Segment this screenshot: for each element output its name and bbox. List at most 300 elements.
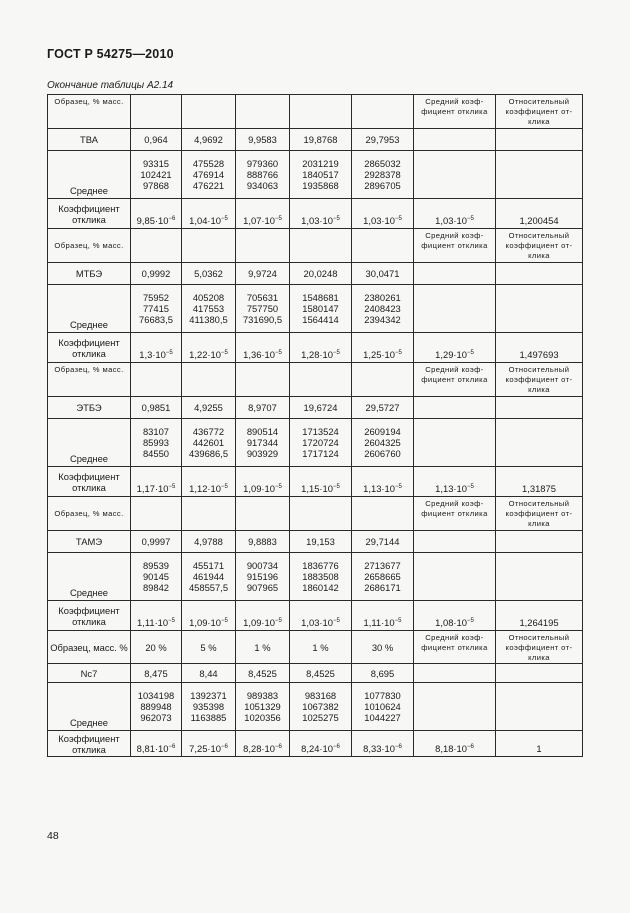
peak-area-average: 903929	[246, 448, 279, 459]
average-coefficient-cell	[414, 199, 496, 229]
sample-header-cell	[290, 497, 352, 531]
peak-area-average: 1020356	[244, 712, 281, 723]
coefficient-exponent: −5	[220, 483, 228, 490]
sample-header-row	[48, 497, 583, 531]
sample-header-cell	[352, 95, 414, 129]
coefficient-label: Коэффициент отклика	[48, 601, 131, 631]
peak-area-cell	[236, 285, 290, 333]
peak-area-row	[48, 553, 583, 601]
sample-header-label: Образец, % масс.	[48, 497, 131, 531]
concentration-cell: 8,695	[352, 664, 414, 683]
peak-area-value: 89539	[142, 560, 170, 571]
peak-area-value: 85993	[142, 437, 170, 448]
empty-cell	[496, 531, 583, 553]
peak-area-value: 2031219	[302, 158, 339, 169]
coefficient-exponent: −6	[274, 743, 282, 750]
concentration-row	[48, 263, 583, 285]
peak-area-value: 915196	[246, 571, 279, 582]
peak-area-cell	[131, 553, 182, 601]
peak-area-cell	[352, 151, 414, 199]
coefficient-cell	[131, 467, 182, 497]
concentration-cell: 8,9707	[236, 397, 290, 419]
peak-area-average: 476221	[192, 180, 225, 191]
peak-area-cell	[352, 683, 414, 731]
sample-header-cell	[131, 95, 182, 129]
coefficient-cell	[352, 731, 414, 757]
average-coefficient-cell	[414, 333, 496, 363]
concentration-cell: 20,0248	[290, 263, 352, 285]
compound-name: ТАМЭ	[48, 531, 131, 553]
coefficient-mantissa: 1,11·10	[137, 617, 169, 628]
empty-cell	[414, 129, 496, 151]
peak-area-value: 705631	[246, 292, 279, 303]
peak-area-cell	[182, 553, 236, 601]
peak-area-value: 2928378	[364, 169, 401, 180]
coefficient-mantissa: 9,85·10	[136, 215, 169, 226]
peak-area-value: 77415	[142, 303, 170, 314]
peak-area-average: 1044227	[364, 712, 401, 723]
peak-area-average: 97868	[142, 180, 170, 191]
coefficient-cell	[131, 601, 182, 631]
coefficient-cell	[131, 199, 182, 229]
peak-area-average: 2394342	[364, 314, 401, 325]
coefficient-cell	[290, 333, 352, 363]
coefficient-mantissa: 8,28·10	[243, 743, 275, 754]
sample-header-row	[48, 95, 583, 129]
peak-area-value: 1713524	[302, 426, 339, 437]
peak-area-value: 989383	[246, 690, 279, 701]
concentration-cell: 4,9692	[182, 129, 236, 151]
concentration-cell: 5,0362	[182, 263, 236, 285]
sample-header-cell: 20 %	[131, 631, 182, 664]
concentration-cell: 8,4525	[290, 664, 352, 683]
coefficient-exponent: −5	[394, 617, 402, 624]
peak-area-value: 1077830	[364, 690, 401, 701]
coefficient-cell	[182, 601, 236, 631]
coefficient-label: Коэффициент отклика	[48, 333, 131, 363]
empty-cell	[414, 531, 496, 553]
peak-area-average: 934063	[246, 180, 279, 191]
response-coefficient-row	[48, 731, 583, 757]
coefficient-mantissa: 1,09·10	[243, 483, 275, 494]
peak-area-average: 1935868	[302, 180, 339, 191]
response-coefficient-row	[48, 467, 583, 497]
sample-header-cell	[352, 229, 414, 263]
sample-header-label: Образец, % масс.	[48, 363, 131, 397]
average-coefficient-exponent: −6	[466, 743, 474, 750]
concentration-row	[48, 664, 583, 683]
concentration-cell: 8,4525	[236, 664, 290, 683]
relative-coefficient-cell: 1,497693	[496, 333, 583, 363]
peak-area-cell	[131, 683, 182, 731]
concentration-cell: 19,6724	[290, 397, 352, 419]
peak-area-value: 102421	[140, 169, 172, 180]
rel-coef-header: Относительный коэффициент от- клика	[496, 229, 583, 263]
peak-area-value: 888766	[246, 169, 279, 180]
peak-area-cell	[182, 151, 236, 199]
rel-coef-header: Относительный коэффициент от- клика	[496, 95, 583, 129]
peak-area-average: 458557,5	[188, 582, 229, 593]
sample-header-cell	[182, 497, 236, 531]
coefficient-exponent: −5	[332, 215, 340, 222]
coefficient-mantissa: 1,22·10	[189, 349, 221, 360]
peak-area-cell	[182, 683, 236, 731]
peak-area-value: 2658665	[364, 571, 401, 582]
rel-coef-header: Относительный коэффициент от- клика	[496, 363, 583, 397]
peak-area-value: 476914	[192, 169, 225, 180]
coefficient-mantissa: 1,13·10	[363, 483, 395, 494]
sample-header-label: Образец, % масс.	[48, 229, 131, 263]
peak-area-value: 455171	[192, 560, 225, 571]
peak-area-average: 907965	[246, 582, 279, 593]
average-coefficient-cell	[414, 601, 496, 631]
concentration-cell: 0,9992	[131, 263, 182, 285]
coefficient-mantissa: 1,09·10	[189, 617, 221, 628]
peak-area-value: 2609194	[364, 426, 401, 437]
peak-area-value: 1034198	[137, 690, 175, 701]
peak-area-value: 890514	[246, 426, 279, 437]
coefficient-cell	[182, 333, 236, 363]
peak-area-cell	[352, 553, 414, 601]
peak-area-average: 2686171	[364, 582, 401, 593]
average-coefficient-exponent: −5	[466, 215, 474, 222]
peak-area-row	[48, 285, 583, 333]
peak-area-average: 1564414	[302, 314, 339, 325]
peak-area-cell	[236, 683, 290, 731]
response-coefficient-row	[48, 601, 583, 631]
coefficient-cell	[182, 467, 236, 497]
peak-area-value: 1010624	[364, 701, 401, 712]
coefficient-mantissa: 1,36·10	[243, 349, 275, 360]
coefficient-mantissa: 8,33·10	[363, 743, 395, 754]
table-caption: Окончание таблицы А2.14	[47, 80, 174, 91]
coefficient-mantissa: 1,11·10	[363, 617, 395, 628]
sample-header-label: Образец, % масс.	[48, 95, 131, 129]
average-coefficient-cell	[414, 731, 496, 757]
concentration-cell: 29,7953	[352, 129, 414, 151]
coefficient-cell	[290, 199, 352, 229]
peak-area-average: 962073	[140, 712, 172, 723]
coefficient-exponent: −5	[220, 215, 228, 222]
coefficient-cell	[236, 333, 290, 363]
coefficient-mantissa: 8,24·10	[301, 743, 333, 754]
coefficient-mantissa: 1,07·10	[243, 215, 275, 226]
compound-name: Nc7	[48, 664, 131, 683]
coefficient-exponent: −5	[394, 483, 402, 490]
coefficient-exponent: −5	[274, 215, 282, 222]
peak-area-average: 2896705	[364, 180, 401, 191]
sample-header-label: Образец, масс. %	[48, 631, 131, 664]
coefficient-mantissa: 7,25·10	[189, 743, 221, 754]
average-coefficient-cell	[414, 467, 496, 497]
sample-header-cell	[290, 95, 352, 129]
response-coefficient-table	[47, 94, 583, 757]
concentration-cell: 4,9255	[182, 397, 236, 419]
peak-area-cell	[236, 419, 290, 467]
concentration-cell: 8,475	[131, 664, 182, 683]
peak-area-average: 1860142	[302, 582, 339, 593]
coefficient-exponent: −5	[332, 483, 340, 490]
concentration-cell: 9,9724	[236, 263, 290, 285]
empty-cell	[496, 664, 583, 683]
sample-header-cell	[290, 363, 352, 397]
peak-area-cell	[352, 419, 414, 467]
coefficient-mantissa: 1,28·10	[301, 349, 333, 360]
peak-area-average: 84550	[142, 448, 170, 459]
coefficient-exponent: −6	[332, 743, 340, 750]
empty-cell	[414, 151, 496, 199]
peak-area-cell	[131, 285, 182, 333]
coefficient-cell	[236, 199, 290, 229]
peak-area-average: 1717124	[302, 448, 339, 459]
coefficient-cell	[131, 731, 182, 757]
peak-area-cell	[236, 553, 290, 601]
avg-coef-header: Средний коэф- фициент отклика	[414, 497, 496, 531]
peak-area-value: 2408423	[364, 303, 401, 314]
average-coefficient-exponent: −5	[466, 483, 474, 490]
average-label: Среднее	[48, 419, 131, 467]
concentration-cell: 29,7144	[352, 531, 414, 553]
average-label: Среднее	[48, 553, 131, 601]
concentration-cell: 0,9851	[131, 397, 182, 419]
coefficient-cell	[236, 601, 290, 631]
coefficient-mantissa: 1,03·10	[301, 215, 333, 226]
relative-coefficient-cell: 1,200454	[496, 199, 583, 229]
coefficient-mantissa: 8,81·10	[136, 743, 169, 754]
peak-area-value: 93315	[142, 158, 170, 169]
empty-cell	[496, 129, 583, 151]
peak-area-value: 1840517	[302, 169, 339, 180]
peak-area-value: 90145	[142, 571, 170, 582]
sample-header-cell: 1 %	[290, 631, 352, 664]
average-label: Среднее	[48, 285, 131, 333]
avg-coef-header: Средний коэф- фициент отклика	[414, 95, 496, 129]
sample-header-cell	[236, 229, 290, 263]
peak-area-average: 89842	[142, 582, 170, 593]
coefficient-mantissa: 1,04·10	[189, 215, 221, 226]
coefficient-cell	[236, 731, 290, 757]
average-label: Среднее	[48, 151, 131, 199]
peak-area-average: 731690,5	[242, 314, 283, 325]
coefficient-mantissa: 1,09·10	[243, 617, 275, 628]
average-label: Среднее	[48, 683, 131, 731]
peak-area-average: 76683,5	[139, 314, 173, 325]
coefficient-mantissa: 1,17·10	[136, 483, 169, 494]
peak-area-value: 917344	[246, 437, 279, 448]
concentration-cell: 29,5727	[352, 397, 414, 419]
sample-header-cell: 30 %	[352, 631, 414, 664]
sample-header-row	[48, 631, 583, 664]
page-number: 48	[47, 830, 59, 842]
concentration-cell: 8,44	[182, 664, 236, 683]
compound-name: ТВА	[48, 129, 131, 151]
sample-header-row	[48, 229, 583, 263]
empty-cell	[496, 683, 583, 731]
coefficient-exponent: −5	[274, 483, 282, 490]
peak-area-value: 1883508	[302, 571, 339, 582]
sample-header-cell	[131, 363, 182, 397]
table-body	[48, 95, 583, 757]
peak-area-cell	[182, 419, 236, 467]
peak-area-row	[48, 419, 583, 467]
concentration-cell: 19,8768	[290, 129, 352, 151]
peak-area-value: 1548681	[302, 292, 339, 303]
response-coefficient-row	[48, 199, 583, 229]
coefficient-mantissa: 1,3·10	[139, 349, 166, 360]
empty-cell	[414, 664, 496, 683]
peak-area-value: 935398	[192, 701, 225, 712]
peak-area-cell	[236, 151, 290, 199]
concentration-cell: 9,8883	[236, 531, 290, 553]
document-code: ГОСТ Р 54275—2010	[47, 47, 174, 61]
average-coefficient-mantissa: 1,13·10	[435, 483, 467, 494]
sample-header-cell	[290, 229, 352, 263]
concentration-cell: 30,0471	[352, 263, 414, 285]
peak-area-average: 411380,5	[189, 314, 228, 325]
peak-area-average: 1163885	[190, 712, 227, 723]
coefficient-cell	[182, 731, 236, 757]
peak-area-value: 1720724	[302, 437, 339, 448]
sample-header-cell: 1 %	[236, 631, 290, 664]
compound-name: МТБЭ	[48, 263, 131, 285]
empty-cell	[414, 553, 496, 601]
coefficient-cell	[352, 199, 414, 229]
coefficient-exponent: −5	[394, 349, 402, 356]
empty-cell	[414, 285, 496, 333]
empty-cell	[496, 263, 583, 285]
coefficient-exponent: −5	[165, 349, 173, 356]
coefficient-mantissa: 1,03·10	[363, 215, 395, 226]
coefficient-cell	[182, 199, 236, 229]
peak-area-value: 889948	[140, 701, 172, 712]
sample-header-cell	[131, 229, 182, 263]
coefficient-exponent: −6	[168, 743, 176, 750]
average-coefficient-mantissa: 1,03·10	[435, 215, 467, 226]
average-coefficient-exponent: −5	[466, 617, 474, 624]
sample-header-cell	[182, 95, 236, 129]
rel-coef-header: Относительный коэффициент от- клика	[496, 631, 583, 664]
concentration-cell: 19,153	[290, 531, 352, 553]
coefficient-exponent: −5	[274, 349, 282, 356]
relative-coefficient-cell: 1	[496, 731, 583, 757]
empty-cell	[414, 683, 496, 731]
peak-area-cell	[131, 151, 182, 199]
avg-coef-header: Средний коэф- фициент отклика	[414, 363, 496, 397]
rel-coef-header: Относительный коэффициент от- клика	[496, 497, 583, 531]
empty-cell	[496, 419, 583, 467]
peak-area-cell	[182, 285, 236, 333]
coefficient-exponent: −5	[220, 349, 228, 356]
coefficient-cell	[236, 467, 290, 497]
concentration-row	[48, 531, 583, 553]
compound-name: ЭТБЭ	[48, 397, 131, 419]
peak-area-value: 2865032	[364, 158, 401, 169]
coefficient-exponent: −6	[168, 215, 176, 222]
coefficient-cell	[352, 467, 414, 497]
average-coefficient-exponent: −5	[466, 349, 474, 356]
coefficient-exponent: −5	[332, 617, 340, 624]
peak-area-value: 405208	[192, 292, 225, 303]
peak-area-value: 1580147	[302, 303, 339, 314]
coefficient-label: Коэффициент отклика	[48, 467, 131, 497]
peak-area-value: 75952	[142, 292, 170, 303]
peak-area-cell	[290, 683, 352, 731]
peak-area-value: 417553	[192, 303, 225, 314]
sample-header-cell	[236, 497, 290, 531]
peak-area-row	[48, 151, 583, 199]
concentration-cell: 0,964	[131, 129, 182, 151]
peak-area-average: 1025275	[302, 712, 339, 723]
coefficient-cell	[131, 333, 182, 363]
peak-area-value: 2604325	[364, 437, 401, 448]
peak-area-value: 757750	[246, 303, 279, 314]
peak-area-average: 2606760	[364, 448, 401, 459]
coefficient-cell	[352, 601, 414, 631]
sample-header-cell	[352, 363, 414, 397]
peak-area-value: 442601	[192, 437, 225, 448]
coefficient-exponent: −5	[168, 617, 175, 624]
peak-area-value: 2380261	[364, 292, 401, 303]
coefficient-label: Коэффициент отклика	[48, 731, 131, 757]
avg-coef-header: Средний коэф- фициент отклика	[414, 631, 496, 664]
sample-header-cell	[236, 95, 290, 129]
peak-area-value: 900734	[246, 560, 279, 571]
average-coefficient-mantissa: 1,29·10	[435, 349, 467, 360]
average-coefficient-mantissa: 8,18·10	[435, 743, 467, 754]
sample-header-cell: 5 %	[182, 631, 236, 664]
coefficient-exponent: −5	[394, 215, 402, 222]
coefficient-mantissa: 1,12·10	[189, 483, 221, 494]
sample-header-cell	[131, 497, 182, 531]
average-coefficient-mantissa: 1,08·10	[435, 617, 467, 628]
coefficient-exponent: −5	[332, 349, 340, 356]
peak-area-average: 439686,5	[188, 448, 229, 459]
peak-area-value: 1836776	[302, 560, 339, 571]
peak-area-cell	[290, 151, 352, 199]
avg-coef-header: Средний коэф- фициент отклика	[414, 229, 496, 263]
relative-coefficient-cell: 1,264195	[496, 601, 583, 631]
peak-area-row	[48, 683, 583, 731]
peak-area-value: 461944	[192, 571, 225, 582]
peak-area-value: 2713677	[364, 560, 401, 571]
concentration-cell: 9,9583	[236, 129, 290, 151]
sample-header-cell	[182, 229, 236, 263]
coefficient-exponent: −6	[394, 743, 402, 750]
response-coefficient-row	[48, 333, 583, 363]
relative-coefficient-cell: 1,31875	[496, 467, 583, 497]
peak-area-cell	[290, 285, 352, 333]
peak-area-cell	[352, 285, 414, 333]
concentration-row	[48, 397, 583, 419]
coefficient-label: Коэффициент отклика	[48, 199, 131, 229]
coefficient-cell	[352, 333, 414, 363]
concentration-row	[48, 129, 583, 151]
sample-header-cell	[236, 363, 290, 397]
coefficient-exponent: −5	[220, 617, 228, 624]
peak-area-value: 436772	[192, 426, 225, 437]
coefficient-mantissa: 1,25·10	[363, 349, 395, 360]
concentration-cell: 0,9997	[131, 531, 182, 553]
empty-cell	[496, 151, 583, 199]
coefficient-mantissa: 1,03·10	[301, 617, 333, 628]
coefficient-cell	[290, 601, 352, 631]
empty-cell	[414, 263, 496, 285]
peak-area-value: 1392371	[190, 690, 227, 701]
peak-area-cell	[131, 419, 182, 467]
empty-cell	[414, 419, 496, 467]
peak-area-value: 1067382	[302, 701, 339, 712]
sample-header-cell	[182, 363, 236, 397]
